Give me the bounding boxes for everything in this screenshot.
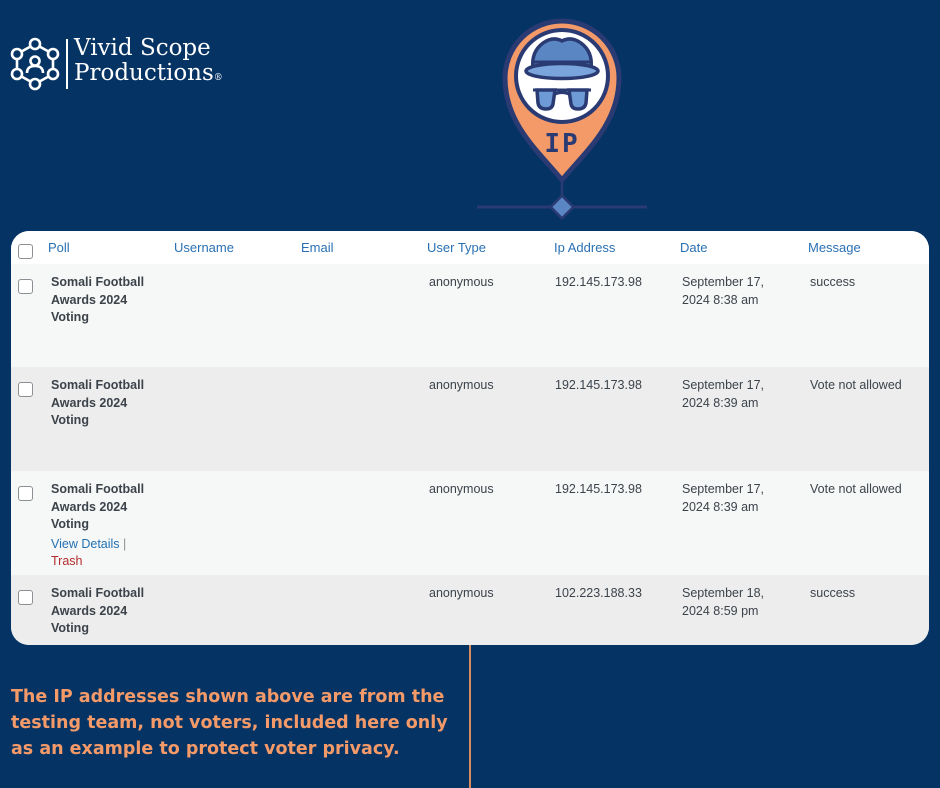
date-cell: September 18, 2024 8:59 pm [682,586,764,618]
row-actions [51,536,159,571]
view-details-link[interactable]: View Details [51,536,120,551]
ip-location-pin [477,12,647,222]
ip-address-cell: 192.145.173.98 [555,482,642,496]
row-checkbox[interactable] [18,279,33,294]
row-checkbox[interactable] [18,486,33,501]
brand-line-2-wrap [74,61,223,91]
column-header-user-type[interactable]: User Type [427,240,487,255]
poll-cell[interactable]: Somali Football Awards 2024 Voting [51,275,145,324]
logo-divider [66,39,68,89]
votes-table [11,231,929,645]
message-cell: success [810,275,856,289]
user-type-cell: anonymous [429,378,494,392]
message-cell: Vote not allowed [810,378,902,392]
date-cell: September 17, 2024 8:39 am [682,482,764,514]
user-type-cell: anonymous [429,275,494,289]
date-cell: September 17, 2024 8:39 am [682,378,764,410]
message-cell: success [810,586,856,600]
poll-title[interactable]: Somali Football Awards 2024 Voting [51,482,145,531]
action-separator: | [123,536,127,551]
table-row [11,471,929,575]
date-cell: September 17, 2024 8:38 am [682,275,764,307]
brand-logo [10,36,223,91]
column-header-poll[interactable]: Poll [48,240,70,255]
row-checkbox[interactable] [18,590,33,605]
column-header-username[interactable]: Username [174,240,234,255]
select-all-checkbox[interactable] [18,244,33,259]
trash-link[interactable]: Trash [51,554,83,568]
network-nodes-icon [10,37,60,91]
column-header-date[interactable]: Date [680,240,708,255]
poll-cell [51,481,159,571]
user-type-cell: anonymous [429,586,494,600]
row-checkbox[interactable] [18,382,33,397]
user-type-cell: anonymous [429,482,494,496]
table-row [11,575,929,645]
table-row [11,367,929,471]
ip-address-cell: 102.223.188.33 [555,586,642,600]
poll-cell[interactable]: Somali Football Awards 2024 Voting [51,378,145,427]
message-cell: Vote not allowed [810,482,902,496]
table-header [11,231,929,265]
brand-name [74,36,223,91]
registered-mark: ® [213,73,223,83]
column-header-ip-address[interactable]: Ip Address [554,240,616,255]
column-header-email[interactable]: Email [301,240,334,255]
connector-line [469,645,471,788]
column-header-message[interactable]: Message [808,240,861,255]
poll-cell[interactable]: Somali Football Awards 2024 Voting [51,586,145,635]
privacy-note: The IP addresses shown above are from the testing team, not voters, included here only as an example to protect voter privacy. [11,687,448,759]
brand-line-2: Productions [74,60,214,86]
ip-address-cell: 192.145.173.98 [555,275,642,289]
table-row [11,264,929,367]
ip-label: IP [544,129,580,159]
brand-line-1: Vivid Scope [74,35,211,61]
ip-address-cell: 192.145.173.98 [555,378,642,392]
